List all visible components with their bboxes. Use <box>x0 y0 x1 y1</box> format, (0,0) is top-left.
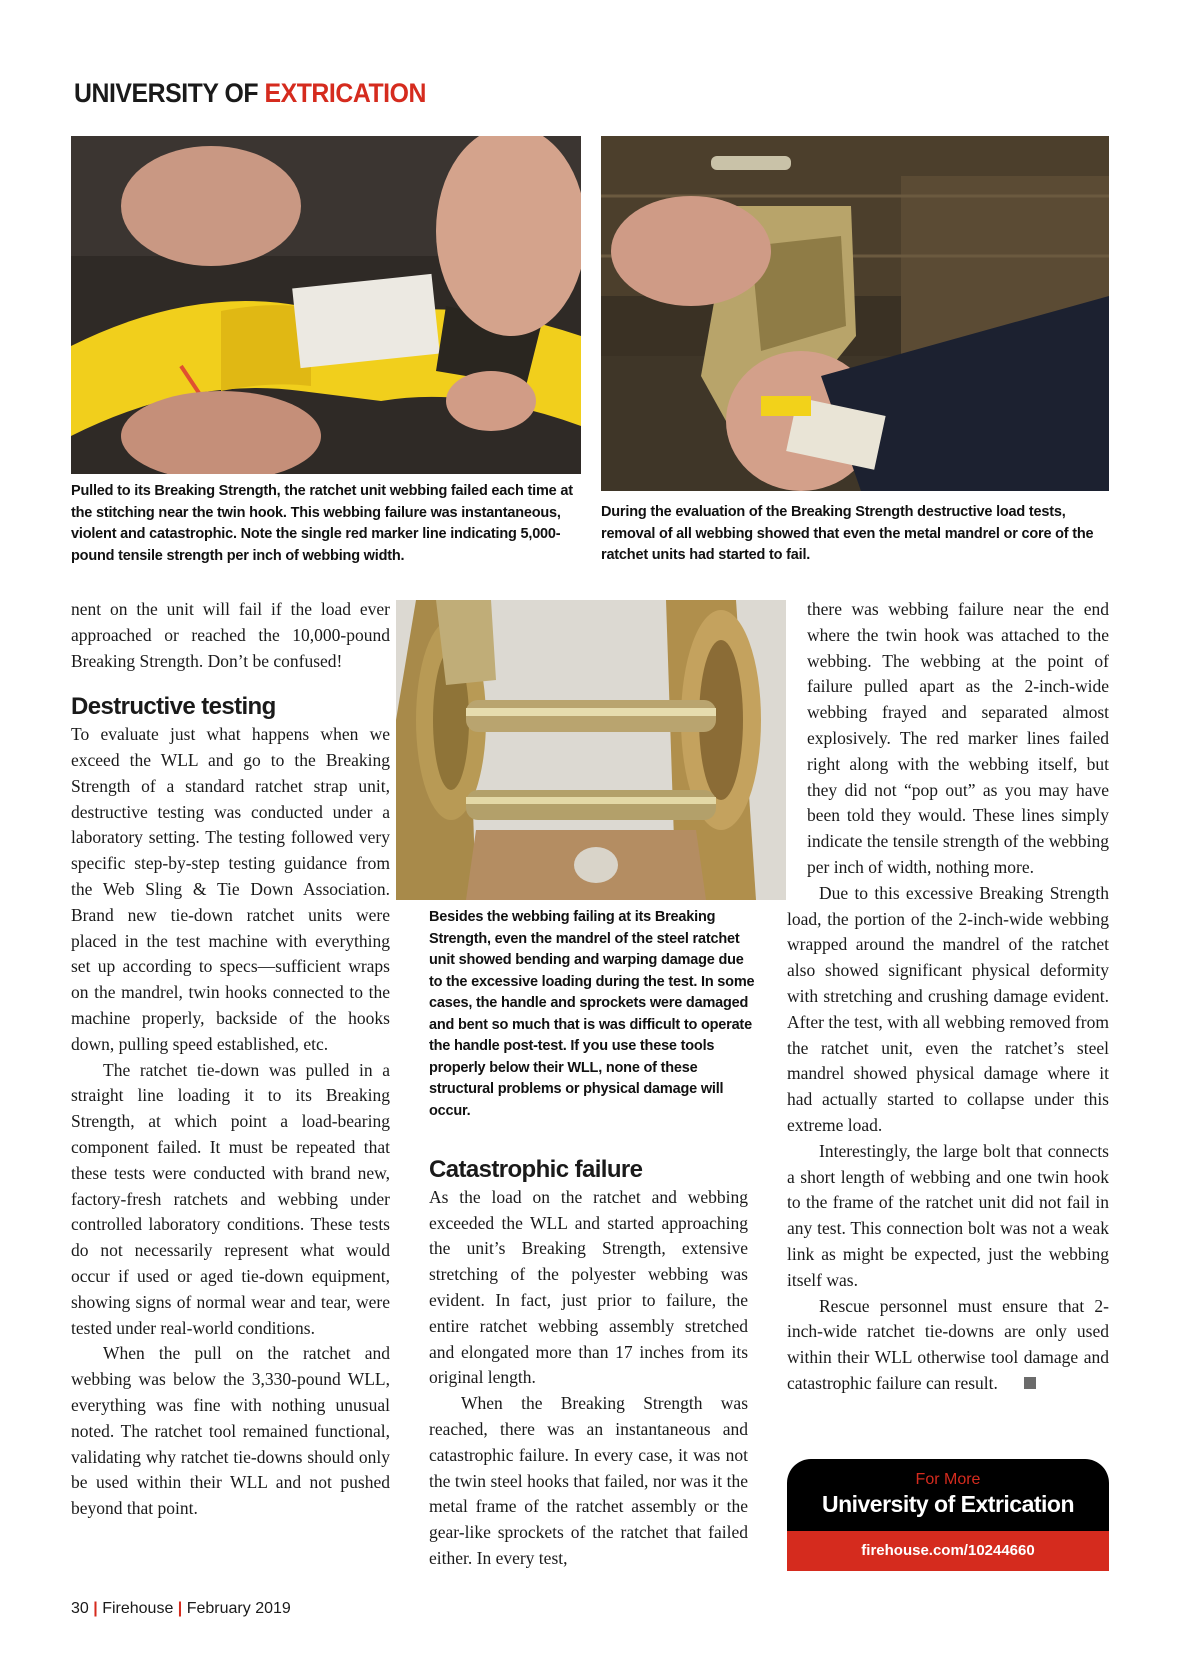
paragraph: To evaluate just what happens when we exceed the WLL and go to the Breaking Strength of a standard ratchet strap unit, destructive testing was conducted under a laboratory setting. The testing followed very specific step-by-step testing guidance from the Web Sling & Tie Down Association. Brand new tie-down ratchet units were placed in the test machine with everything set up according to specs—sufficient wraps on the mandrel, twin hooks connected to the machine properly, backside of the hooks down, pulling speed established, etc. <box>71 724 390 1054</box>
separator: | <box>177 1600 183 1617</box>
page-footer <box>71 1600 291 1618</box>
end-mark-icon <box>1024 1377 1036 1389</box>
magazine-name: Firehouse <box>102 1600 174 1617</box>
for-more-label: For More <box>915 1471 981 1488</box>
caption-mandrel-closeup: Besides the webbing failing at its Breaking Strength, even the mandrel of the steel ratchet unit showed bending and warping damage due to the excessive loading during the test. In some cases, the handle and sprockets were damaged and bent so much that is was difficult to operate the handle post-test. If you use these tools properly below their WLL, none of these structural problems or physical damage will occur. <box>429 909 755 1119</box>
paragraph: When the Breaking Strength was reached, there was an instantaneous and catastrophic failure. In every case, it was not the twin steel hooks that failed, nor was it the metal frame of the ratchet assembly or the gear-like sprockets of the ratchet that failed either. In every test, <box>429 1393 748 1568</box>
heading-destructive-testing: Destructive testing <box>71 693 276 721</box>
page-number: 30 <box>71 1600 89 1617</box>
caption-ratchet-mandrel: During the evaluation of the Breaking Strength destructive load tests, removal of all webbing showed that even the metal mandrel or core of the ratchet units had started to fail. <box>601 504 1094 563</box>
heading-catastrophic-failure: Catastrophic failure <box>429 1156 643 1183</box>
header-extrication: EXTRICATION <box>264 78 426 108</box>
paragraph: there was webbing failure near the end where the twin hook was attached to the webbing. The webbing at the point of failure pulled apart as the 2-inch-wide webbing frayed and separated almost explosively. The red marker lines failed right along with the webbing itself, but they did not “pop out” as you may have been told they would. These lines simply indicate the tensile strength of the webbing per inch of width, nothing more. <box>807 599 1109 877</box>
for-more-title: University of Extrication <box>821 1491 1075 1517</box>
issue-date: February 2019 <box>186 1600 291 1617</box>
column-1 <box>71 597 390 1522</box>
column-3 <box>787 597 1109 1397</box>
for-more-link[interactable]: firehouse.com/10244660 <box>787 1531 1109 1571</box>
column-2 <box>429 1157 748 1572</box>
paragraph: nent on the unit will fail if the load ever approached or reached the 10,000-pound Breaking Strength. Don’t be confused! <box>71 599 390 671</box>
paragraph: The ratchet tie-down was pulled in a straight line loading it to its Breaking Strength, at which point a load-bearing component failed. It must be repeated that these tests were conducted with brand new, factory-fresh ratchets and webbing under controlled laboratory conditions. These tests do not necessarily represent what would occur if used or aged tie-down equipment, showing signs of normal wear and tear, were tested under real-world conditions. <box>71 1059 390 1338</box>
section-header <box>74 78 426 109</box>
photo-torn-webbing <box>71 136 581 474</box>
paragraph <box>787 1294 1109 1397</box>
separator: | <box>93 1600 98 1617</box>
paragraph: Interestingly, the large bolt that connects a short length of webbing and one twin hook to the frame of the ratchet unit did not fail in any test. This connection bolt was not a weak link as might be expected, just the webbing itself was. <box>787 1140 1109 1290</box>
photo-mandrel-closeup <box>396 600 786 900</box>
for-more-box <box>787 1459 1109 1571</box>
paragraph: Due to this excessive Breaking Strength load, the portion of the 2-inch-wide webbing wrapped around the mandrel of the ratchet also showed significant physical deformity with stretching and crushing damage evident. After the test, with all webbing removed from the ratchet unit, even the ratchet’s steel mandrel showed physical damage where it had actually started to collapse under this extreme load. <box>787 882 1109 1135</box>
paragraph: When the pull on the ratchet and webbing was below the 3,330-pound WLL, everything was fine with nothing unusual noted. The ratchet tool remained functional, validating why ratchet tie-downs should only be used within their WLL and not pushed beyond that point. <box>71 1343 390 1519</box>
photo-ratchet-mandrel <box>601 136 1109 491</box>
paragraph-text: Rescue personnel must ensure that 2-inch-wide ratchet tie-downs are only used within their WLL otherwise tool damage and catastrophic failure can result. <box>787 1295 1109 1393</box>
caption-torn-webbing: Pulled to its Breaking Strength, the ratchet unit webbing failed each time at the stitching near the twin hook. This webbing failure was instantaneous, violent and catastrophic. Note the single red marker line indicating 5,000-pound tensile strength per inch of webbing width. <box>71 483 573 564</box>
paragraph: As the load on the ratchet and webbing exceeded the WLL and started approaching the unit’s Breaking Strength, extensive stretching of the polyester webbing was evident. In fact, just prior to failure, the entire ratchet webbing assembly stretched and elongated more than 17 inches from its original length. <box>429 1186 748 1388</box>
header-university-of: UNIVERSITY OF <box>74 78 259 108</box>
for-more-header <box>787 1459 1109 1531</box>
